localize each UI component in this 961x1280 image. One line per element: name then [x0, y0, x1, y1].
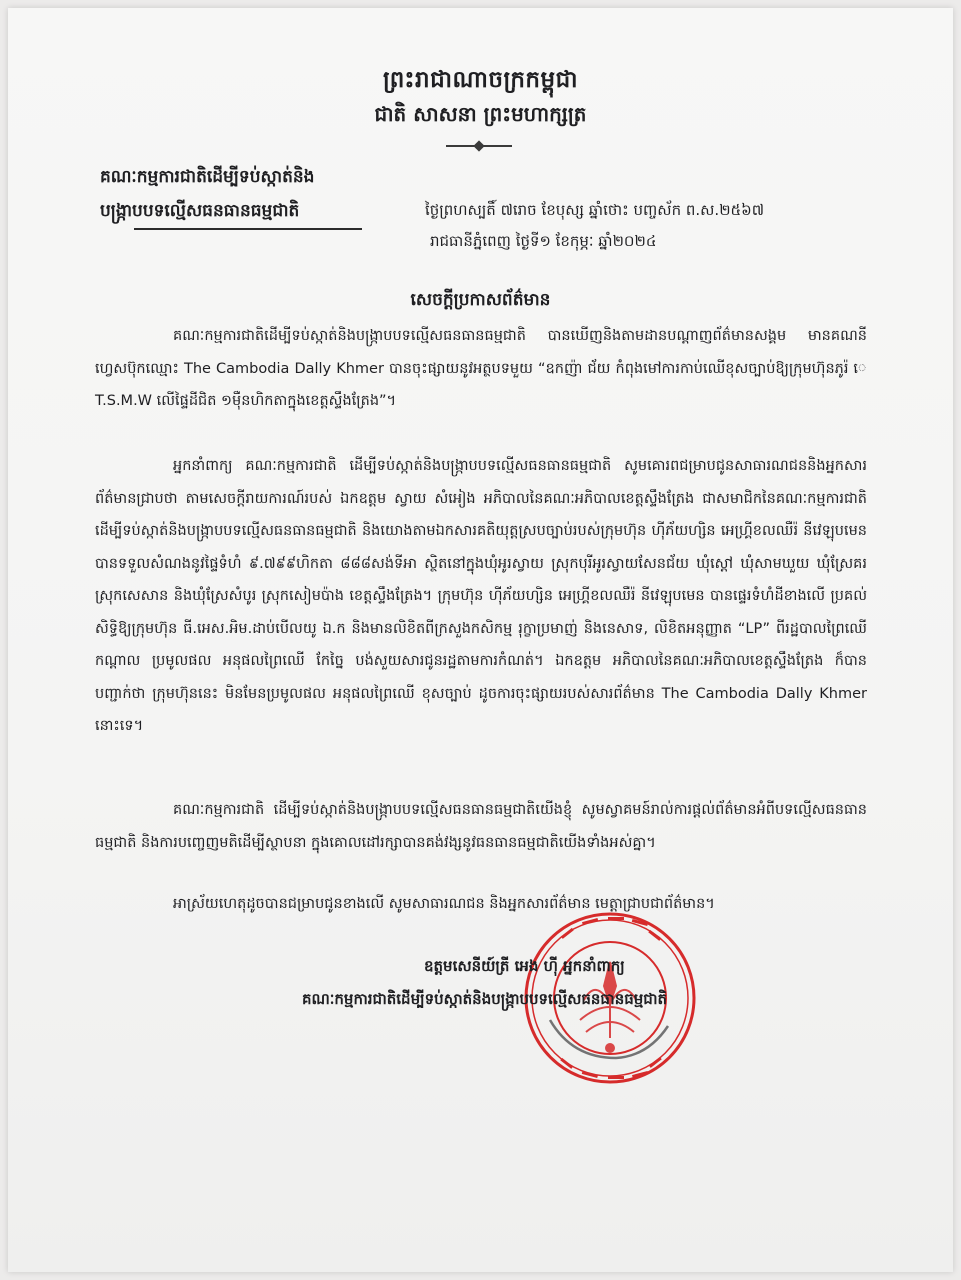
- kingdom-heading: ព្រះរាជាណាចក្រកម្ពុជា: [382, 67, 579, 93]
- paragraph-text: អ្នកនាំពាក្យ គណៈកម្មការជាតិ ដើម្បីទប់ស្កាត់និងបង្ក្រាបបទល្មើសធនធានធម្មជាតិ សូមគោរពជម្រាបជូនសាធារណជននិងអ្នកសារព័ត៌មានជ្រាបថា តាមសេចក្តីរាយការណ៍របស់ ឯកឧត្តម ស្វាយ សំអៀង អភិបាលនៃគណៈអភិបាលខេត្តស្ទឹងត្រែង ជាសមាជិកនៃគណៈកម្មការជាតិ ដើម្បីទប់ស្កាត់និងបង្ក្រាបបទល្មើសធនធានធម្មជាតិ និងយោងតាមឯកសារគតិយុត្តស្របច្បាប់របស់ក្រុមហ៊ុន ហ៊ីភ័យហ្សិន អេហ្គ្រីខលឈឺរ៉ នីវេឡុបមេន បានទទួលសំណងនូវផ្ទៃទំហំ ៩.៧៩៩ហិកតា ៨៨៨សង់ទីអា ស្ថិតនៅក្នុងឃុំអូរស្វាយ ស្រុកបុរីអូរស្វាយសែនជ័យ ឃុំស្តៅ ឃុំសាមឃួយ ឃុំស្រែគរ ស្រុកសេសាន និងឃុំស្រែសំបូរ ស្រុកសៀមប៉ាង ខេត្តស្ទឹងត្រែង។ ក្រុមហ៊ុន ហ៊ីភ័យហ្សិន អេហ្គ្រីខលឈឺរ៉ នីវេឡុបមេន បានផ្ទេរទំហំដីខាងលើ ប្រគល់សិទ្ធិឱ្យក្រុមហ៊ុន ធី.អេស.អិម.ដាប់បើលយូ ឯ.ក និងមានលិខិតពីក្រសួងកសិកម្ម រុក្ខាប្រមាញ់ និងនេសាទ, លិខិតអនុញ្ញាត “LP” ពីរដ្ឋបាលព្រៃឈើកណ្តាល ប្រមូលផល អនុផលព្រៃឈើ កែច្នៃ បង់សួយសារជូនរដ្ឋតាមការកំណត់។ ឯកឧត្តម អភិបាលនៃគណៈអភិបាលខេត្តស្ទឹងត្រែង ក៏បានបញ្ជាក់ថា ក្រុមហ៊ុននេះ មិនមែនប្រមូលផល អនុផលព្រៃឈើ ខុសច្បាប់ ដូចការចុះផ្សាយរបស់សារព័ត៌មាន The Cambodia Dally Khmer នោះទេ។: [95, 458, 867, 734]
- paragraph-1: [95, 320, 867, 451]
- paragraph-text: គណៈកម្មការជាតិ ដើម្បីទប់ស្កាត់និងបង្ក្រាបបទល្មើសធនធានធម្មជាតិយើងខ្ញុំ សូមស្វាគមន៍រាល់ការផ្តល់ព័ត៌មានអំពីបទល្មើសធនធានធម្មជាតិ និងការបញ្ចេញមតិដើម្បីស្ថាបនា ក្នុងគោលដៅរក្សាបានគង់វង្សនូវធនធានធម្មជាតិយើងទាំងអស់គ្នា។: [95, 802, 867, 851]
- paragraph-4: [95, 888, 867, 954]
- document-title: សេចក្តីប្រកាសព័ត៌មាន: [410, 290, 551, 310]
- sender-org-line-1: គណៈកម្មការជាតិដើម្បីទប់ស្កាត់និង: [100, 167, 315, 187]
- sender-underline: [134, 228, 362, 230]
- signatory-organization: គណៈកម្មការជាតិដើម្បីទប់ស្កាត់និងបង្ក្រាបបទល្មើសធនធានធម្មជាតិ: [302, 990, 668, 1008]
- lunar-date: ថ្ងៃព្រហស្បតិ៍ ៧រោច ខែបុស្ស ឆ្នាំថោះ បញ្ចស័ក ព.ស.២៥៦៧: [425, 201, 765, 219]
- paragraph-text: អាស្រ័យហេតុដូចបានជម្រាបជូនខាងលើ សូមសាធារណជន និងអ្នកសារព័ត៌មាន មេត្តាជ្រាបជាព័ត៌មាន។: [173, 896, 715, 912]
- ornament-divider: [446, 145, 512, 147]
- sender-org-line-2: បង្ក្រាបបទល្មើសធនធានធម្មជាតិ: [100, 201, 300, 221]
- signatory-title: ឧត្តមសេនីយ៍ត្រី អេង ហ៊ី អ្នកនាំពាក្យ: [424, 957, 625, 975]
- solar-date: រាជធានីភ្នំពេញ ថ្ងៃទី១ ខែកុម្ភៈ ឆ្នាំ២០២៤: [430, 232, 657, 250]
- paragraph-2: [95, 450, 867, 805]
- paragraph-3: [95, 794, 867, 894]
- national-motto: ជាតិ សាសនា ព្រះមហាក្សត្រ: [374, 102, 587, 126]
- paragraph-text: គណៈកម្មការជាតិដើម្បីទប់ស្កាត់និងបង្ក្រាបបទល្មើសធនធានធម្មជាតិ បានឃើញនិងតាមដានបណ្តាញព័ត៌មានសង្គម មានគណនីហ្វេសប៊ុកឈ្មោះ The Cambodia Dally Khmer បានចុះផ្សាយនូវអត្ថបទមួយ “ឧកញ៉ា ជ័យ កំពុងមៅការកាប់ឈើខុសច្បាប់ឱ្យក្រុមហ៊ុនភូរ៉ េ T.S.M.W លើផ្ទៃដីជិត ១ម៉ឺនហិកតាក្នុងខេត្តស្ទឹងត្រែង”។: [95, 328, 867, 409]
